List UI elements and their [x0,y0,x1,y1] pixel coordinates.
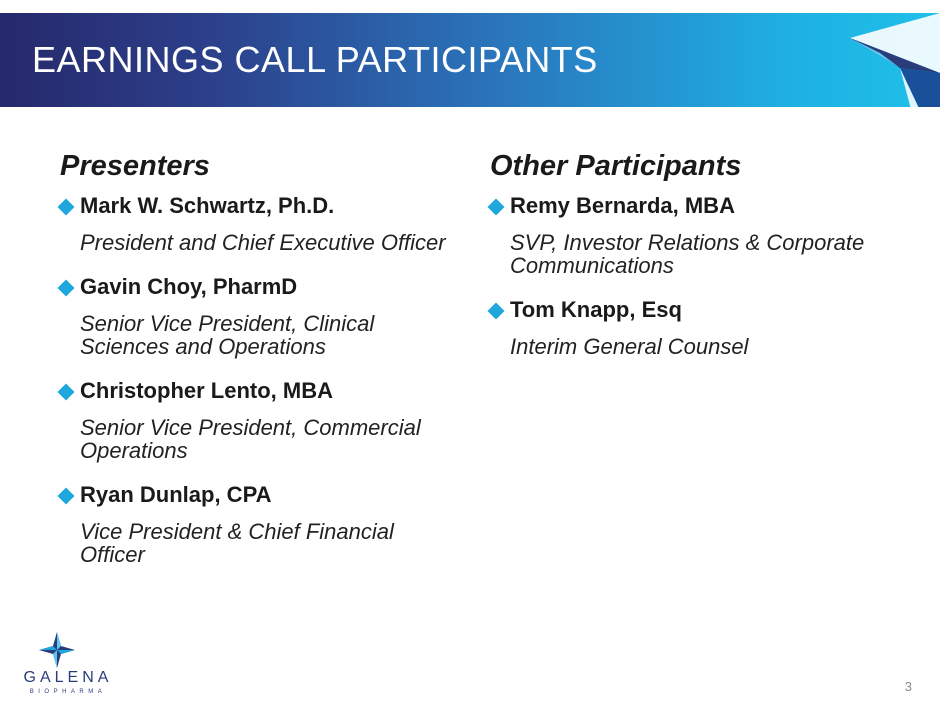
diamond-bullet-icon [58,384,75,401]
presenter-role: Senior Vice President, Commercial Operations [80,415,421,463]
presenter-role: Vice President & Chief Financial Officer [80,519,394,567]
diamond-bullet-icon [58,280,75,297]
logo-wordmark: GALENA [23,669,113,686]
diamond-bullet-icon [58,488,75,505]
presenter-item [60,378,460,462]
participant-role: Interim General Counsel [510,334,749,359]
presenter-name: Mark W. Schwartz, Ph.D. [80,193,335,218]
presenter-item [60,193,460,254]
slide-title: EARNINGS CALL PARTICIPANTS [32,39,598,80]
participant-name: Tom Knapp, Esq [510,297,682,322]
page-number: 3 [904,679,912,694]
presenters-column [60,150,460,586]
star-crystal-icon [39,632,75,668]
other-participants-heading: Other Participants [490,150,742,182]
presenter-role: President and Chief Executive Officer [80,230,446,255]
logo-subtext: BIOPHARMA [29,689,107,695]
diamond-bullet-icon [58,199,75,216]
participant-item [490,193,890,277]
presenter-name: Gavin Choy, PharmD [80,274,298,299]
star-crystal-icon [820,13,940,107]
presenter-item [60,274,460,358]
participant-role: SVP, Investor Relations & Corporate Communications [510,230,865,278]
participant-item [490,297,890,358]
presenter-role: Senior Vice President, Clinical Sciences and Operations [80,311,375,359]
participant-name: Remy Bernarda, MBA [510,193,735,218]
other-participants-column [490,150,890,378]
diamond-bullet-icon [488,303,505,320]
header-band [0,13,940,107]
diamond-bullet-icon [488,199,505,216]
presenter-item [60,482,460,566]
presenters-heading: Presenters [60,150,210,182]
company-logo [18,632,118,695]
presenter-name: Ryan Dunlap, CPA [80,482,272,507]
presenter-name: Christopher Lento, MBA [80,378,333,403]
